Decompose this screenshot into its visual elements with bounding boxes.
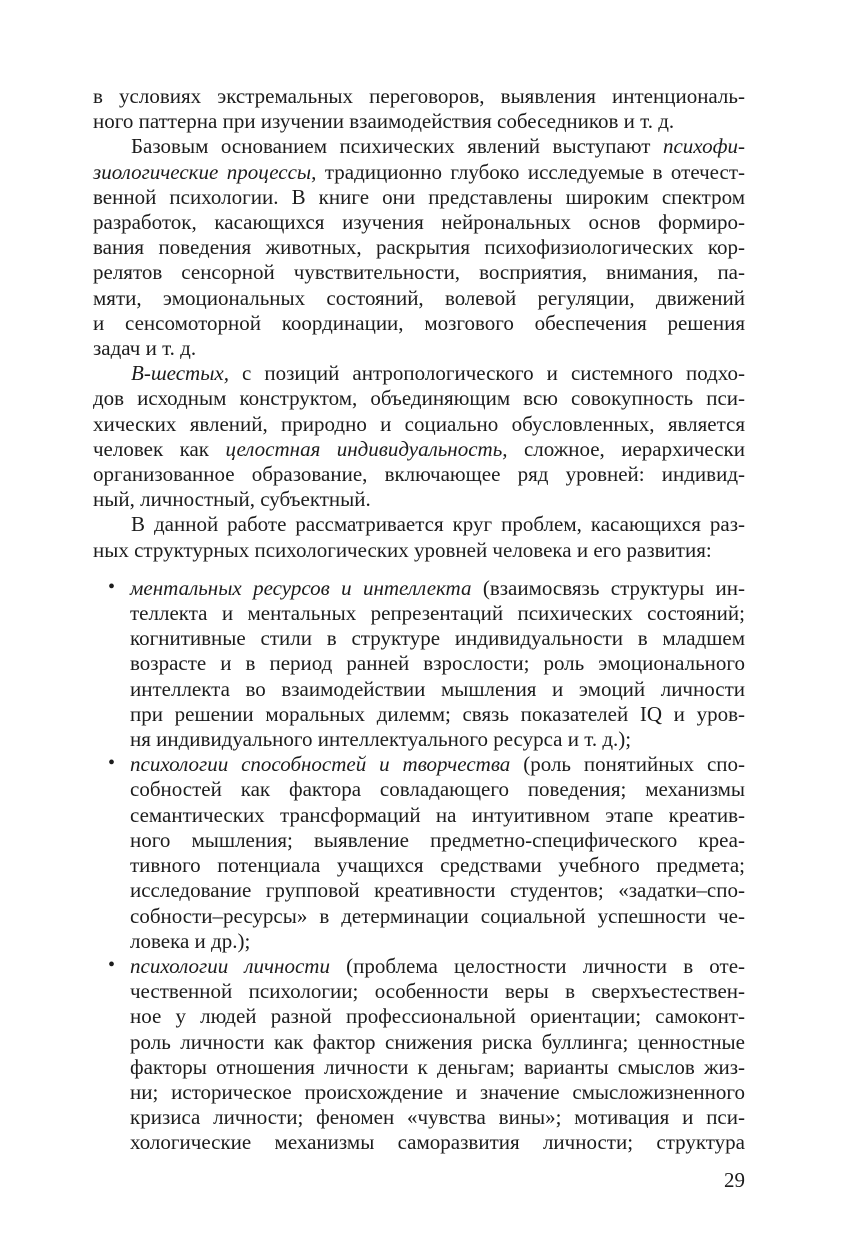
text-line (130, 1130, 745, 1155)
body-text: ни; историческое происхождение и значение смысложизненного (130, 1079, 745, 1104)
body-text: ня индивидуального интеллектуального ресурса и т. д.); (130, 727, 632, 752)
text-line (130, 727, 745, 752)
text-line (93, 412, 745, 437)
body-text: мяти, эмоциональных состояний, волевой регуляции, движений (93, 285, 745, 310)
paragraph (93, 134, 745, 361)
bullet-item (93, 752, 745, 954)
text-line (130, 929, 745, 954)
body-text: (проблема целостности личности в оте- (329, 953, 746, 978)
text-line (130, 777, 745, 802)
text-line (130, 1080, 745, 1105)
text-block (93, 84, 745, 1156)
body-text: задач и т. д. (93, 336, 197, 361)
body-text: вания поведения животных, раскрытия психофизиологических кор- (93, 235, 745, 260)
text-line (93, 109, 745, 134)
body-text: интеллекта во взаимодействии мышления и эмоций личности (130, 676, 745, 701)
paragraph (93, 512, 745, 562)
body-text: факторы отношения личности к деньгам; варианты смыслов жиз- (130, 1054, 745, 1079)
text-line (130, 853, 745, 878)
body-text: с позиций антропологического и системного подхо- (229, 361, 745, 386)
body-text: при решении моральных дилемм; связь показателей IQ и уров- (130, 701, 745, 726)
text-line (93, 160, 745, 185)
text-line (93, 538, 745, 563)
body-text: ных структурных психологических уровней человека и его развития: (93, 537, 712, 562)
text-line (93, 386, 745, 411)
italic-text: В-шестых, (131, 361, 229, 386)
body-text: сложное, иерархически (507, 436, 745, 461)
body-text: традиционно глубоко исследуемые в отечест- (316, 159, 746, 184)
body-text: кризиса личности; феномен «чувства вины»; мотивация и пси- (130, 1105, 745, 1130)
text-line (130, 1055, 745, 1080)
body-text: ного мышления; выявление предметно-специфического креа- (130, 827, 745, 852)
bullet-item (93, 576, 745, 752)
body-text: Базовым основанием психических явлений выступают (131, 134, 663, 159)
body-text: теллекта и ментальных репрезентаций психических состояний; (130, 601, 745, 626)
text-line (130, 702, 745, 727)
text-line (130, 803, 745, 828)
paragraph (93, 361, 745, 512)
page-number: 29 (724, 1168, 745, 1192)
bullet-icon: • (108, 575, 116, 598)
text-line (130, 1030, 745, 1055)
body-text: в условиях экстремальных переговоров, выявления интенциональ- (93, 84, 745, 108)
body-text: ловека и др.); (130, 928, 251, 953)
body-text: исследование групповой креативности студентов; «задатки–спо- (130, 878, 745, 903)
body-text: когнитивные стили в структуре индивидуальности в младшем (130, 626, 745, 651)
italic-text: психологии личности (130, 953, 330, 978)
body-text: хических явлений, природно и социально обусловленных, является (93, 411, 745, 436)
text-line (130, 601, 745, 626)
italic-text: целостная индивидуальность, (225, 436, 508, 461)
text-line (130, 1004, 745, 1029)
italic-text: ментальных ресурсов и интеллекта (130, 575, 472, 600)
body-text: организованное образование, включающее ряд уровней: индивид- (93, 462, 745, 487)
body-text: и сенсомоторной координации, мозгового обеспечения решения (93, 310, 745, 335)
text-line (130, 954, 745, 979)
body-text: разработок, касающихся изучения нейрональных основ формиро- (93, 210, 745, 235)
italic-text: зиологические процессы, (93, 159, 317, 184)
text-line (130, 904, 745, 929)
paragraph (93, 84, 745, 134)
text-line (93, 512, 745, 537)
text-line (93, 210, 745, 235)
text-line (93, 134, 745, 159)
text-line (130, 1105, 745, 1130)
text-line (93, 311, 745, 336)
body-text: ного паттерна при изучении взаимодействия собеседников и т. д. (93, 109, 675, 134)
body-text: ное у людей разной профессиональной ориентации; самоконт- (130, 1004, 745, 1029)
text-line (93, 336, 745, 361)
text-line (130, 677, 745, 702)
text-line (130, 878, 745, 903)
bullet-item (93, 954, 745, 1156)
body-text: (взаимосвязь структуры ин- (471, 575, 745, 600)
body-text: чественной психологии; особенности веры в сверхъестествен- (130, 979, 745, 1004)
text-line (93, 260, 745, 285)
text-line (130, 651, 745, 676)
text-line (130, 752, 745, 777)
bullet-icon: • (108, 752, 116, 775)
text-line (130, 576, 745, 601)
text-line (93, 437, 745, 462)
body-text: В данной работе рассматривается круг проблем, касающихся раз- (131, 512, 745, 537)
text-line (93, 361, 745, 386)
text-line (130, 626, 745, 651)
body-text: тивного потенциала учащихся средствами учебного предмета; (130, 853, 745, 878)
italic-text: психофи- (662, 134, 745, 159)
body-text: семантических трансформаций на интуитивном этапе креатив- (130, 802, 745, 827)
text-line (93, 185, 745, 210)
body-text: человек как (93, 436, 226, 461)
body-text: собности–ресурсы» в детерминации социальной успешности че- (130, 903, 745, 928)
italic-text: психологии способностей и творчества (130, 752, 511, 777)
body-text: релятов сенсорной чувствительности, восприятия, внимания, па- (93, 260, 745, 285)
body-text: (роль понятийных спо- (510, 752, 746, 777)
text-line (130, 979, 745, 1004)
body-text: роль личности как фактор снижения риска буллинга; ценностные (130, 1029, 745, 1054)
body-text: ный, личностный, субъектный. (93, 487, 371, 512)
text-line (93, 286, 745, 311)
text-line (93, 487, 745, 512)
body-text: возрасте и в период ранней взрослости; роль эмоционального (130, 651, 745, 676)
bullet-icon: • (108, 953, 116, 976)
text-line (93, 235, 745, 260)
text-line (93, 84, 745, 109)
text-line (93, 462, 745, 487)
text-line (130, 828, 745, 853)
body-text: собностей как фактора совладающего поведения; механизмы (130, 777, 745, 802)
body-text: хологические механизмы саморазвития личности; структура (130, 1130, 745, 1155)
body-text: дов исходным конструктом, объединяющим всю совокупность пси- (93, 386, 745, 411)
body-text: венной психологии. В книге они представлены широким спектром (93, 184, 745, 209)
